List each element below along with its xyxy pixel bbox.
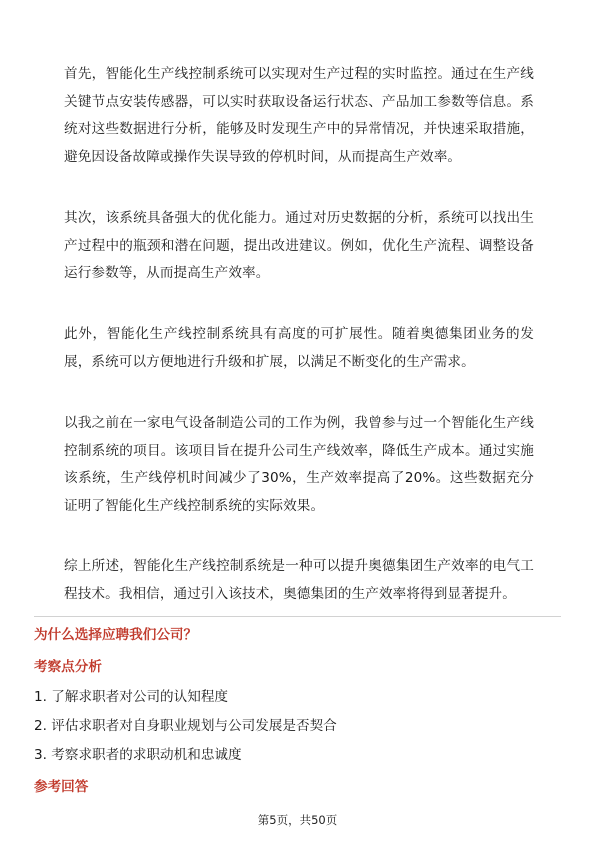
body-paragraph-3: 此外，智能化生产线控制系统具有高度的可扩展性。随着奥德集团业务的发展，系统可以方便地进行升级和扩展，以满足不断变化的生产需求。 [64,326,534,370]
body-paragraph-1: 首先，智能化生产线控制系统可以实现对生产过程的实时监控。通过在生产线关键节点安装传感器，可以实时获取设备运行状态、产品加工参数等信息。系统对这些数据进行分析，能够及时发现生产中的异常情况，并快速采取措施，避免因设备故障或操作失误导致的停机时间，从而提高生产效率。 [64,66,534,165]
analysis-heading: 考察点分析 [34,659,102,675]
analysis-item-2: 2. 评估求职者对自身职业规划与公司发展是否契合 [34,718,337,734]
body-paragraph-5: 综上所述，智能化生产线控制系统是一种可以提升奥德集团生产效率的电气工程技术。我相信，通过引入该技术，奥德集团的生产效率将得到显著提升。 [64,558,534,602]
page-footer: 第5页，共50页 [257,813,338,827]
analysis-list [34,683,337,770]
answer-heading: 参考回答 [34,779,89,795]
analysis-item-3: 3. 考察求职者的求职动机和忠诚度 [34,747,242,763]
analysis-item-1: 1. 了解求职者对公司的认知程度 [34,689,229,705]
body-paragraph-4: 以我之前在一家电气设备制造公司的工作为例，我曾参与过一个智能化生产线控制系统的项目。该项目旨在提升公司生产线效率，降低生产成本。通过实施该系统，生产线停机时间减少了30%，生产效率提高了20%。这些数据充分证明了智能化生产线控制系统的实际效果。 [64,415,534,514]
question-title: 为什么选择应聘我们公司？ [34,627,198,643]
body-paragraph-2: 其次，该系统具备强大的优化能力。通过对历史数据的分析，系统可以找出生产过程中的瓶颈和潜在问题，提出改进建议。例如，优化生产流程、调整设备运行参数等，从而提高生产效率。 [64,210,534,281]
section-divider [34,616,561,617]
